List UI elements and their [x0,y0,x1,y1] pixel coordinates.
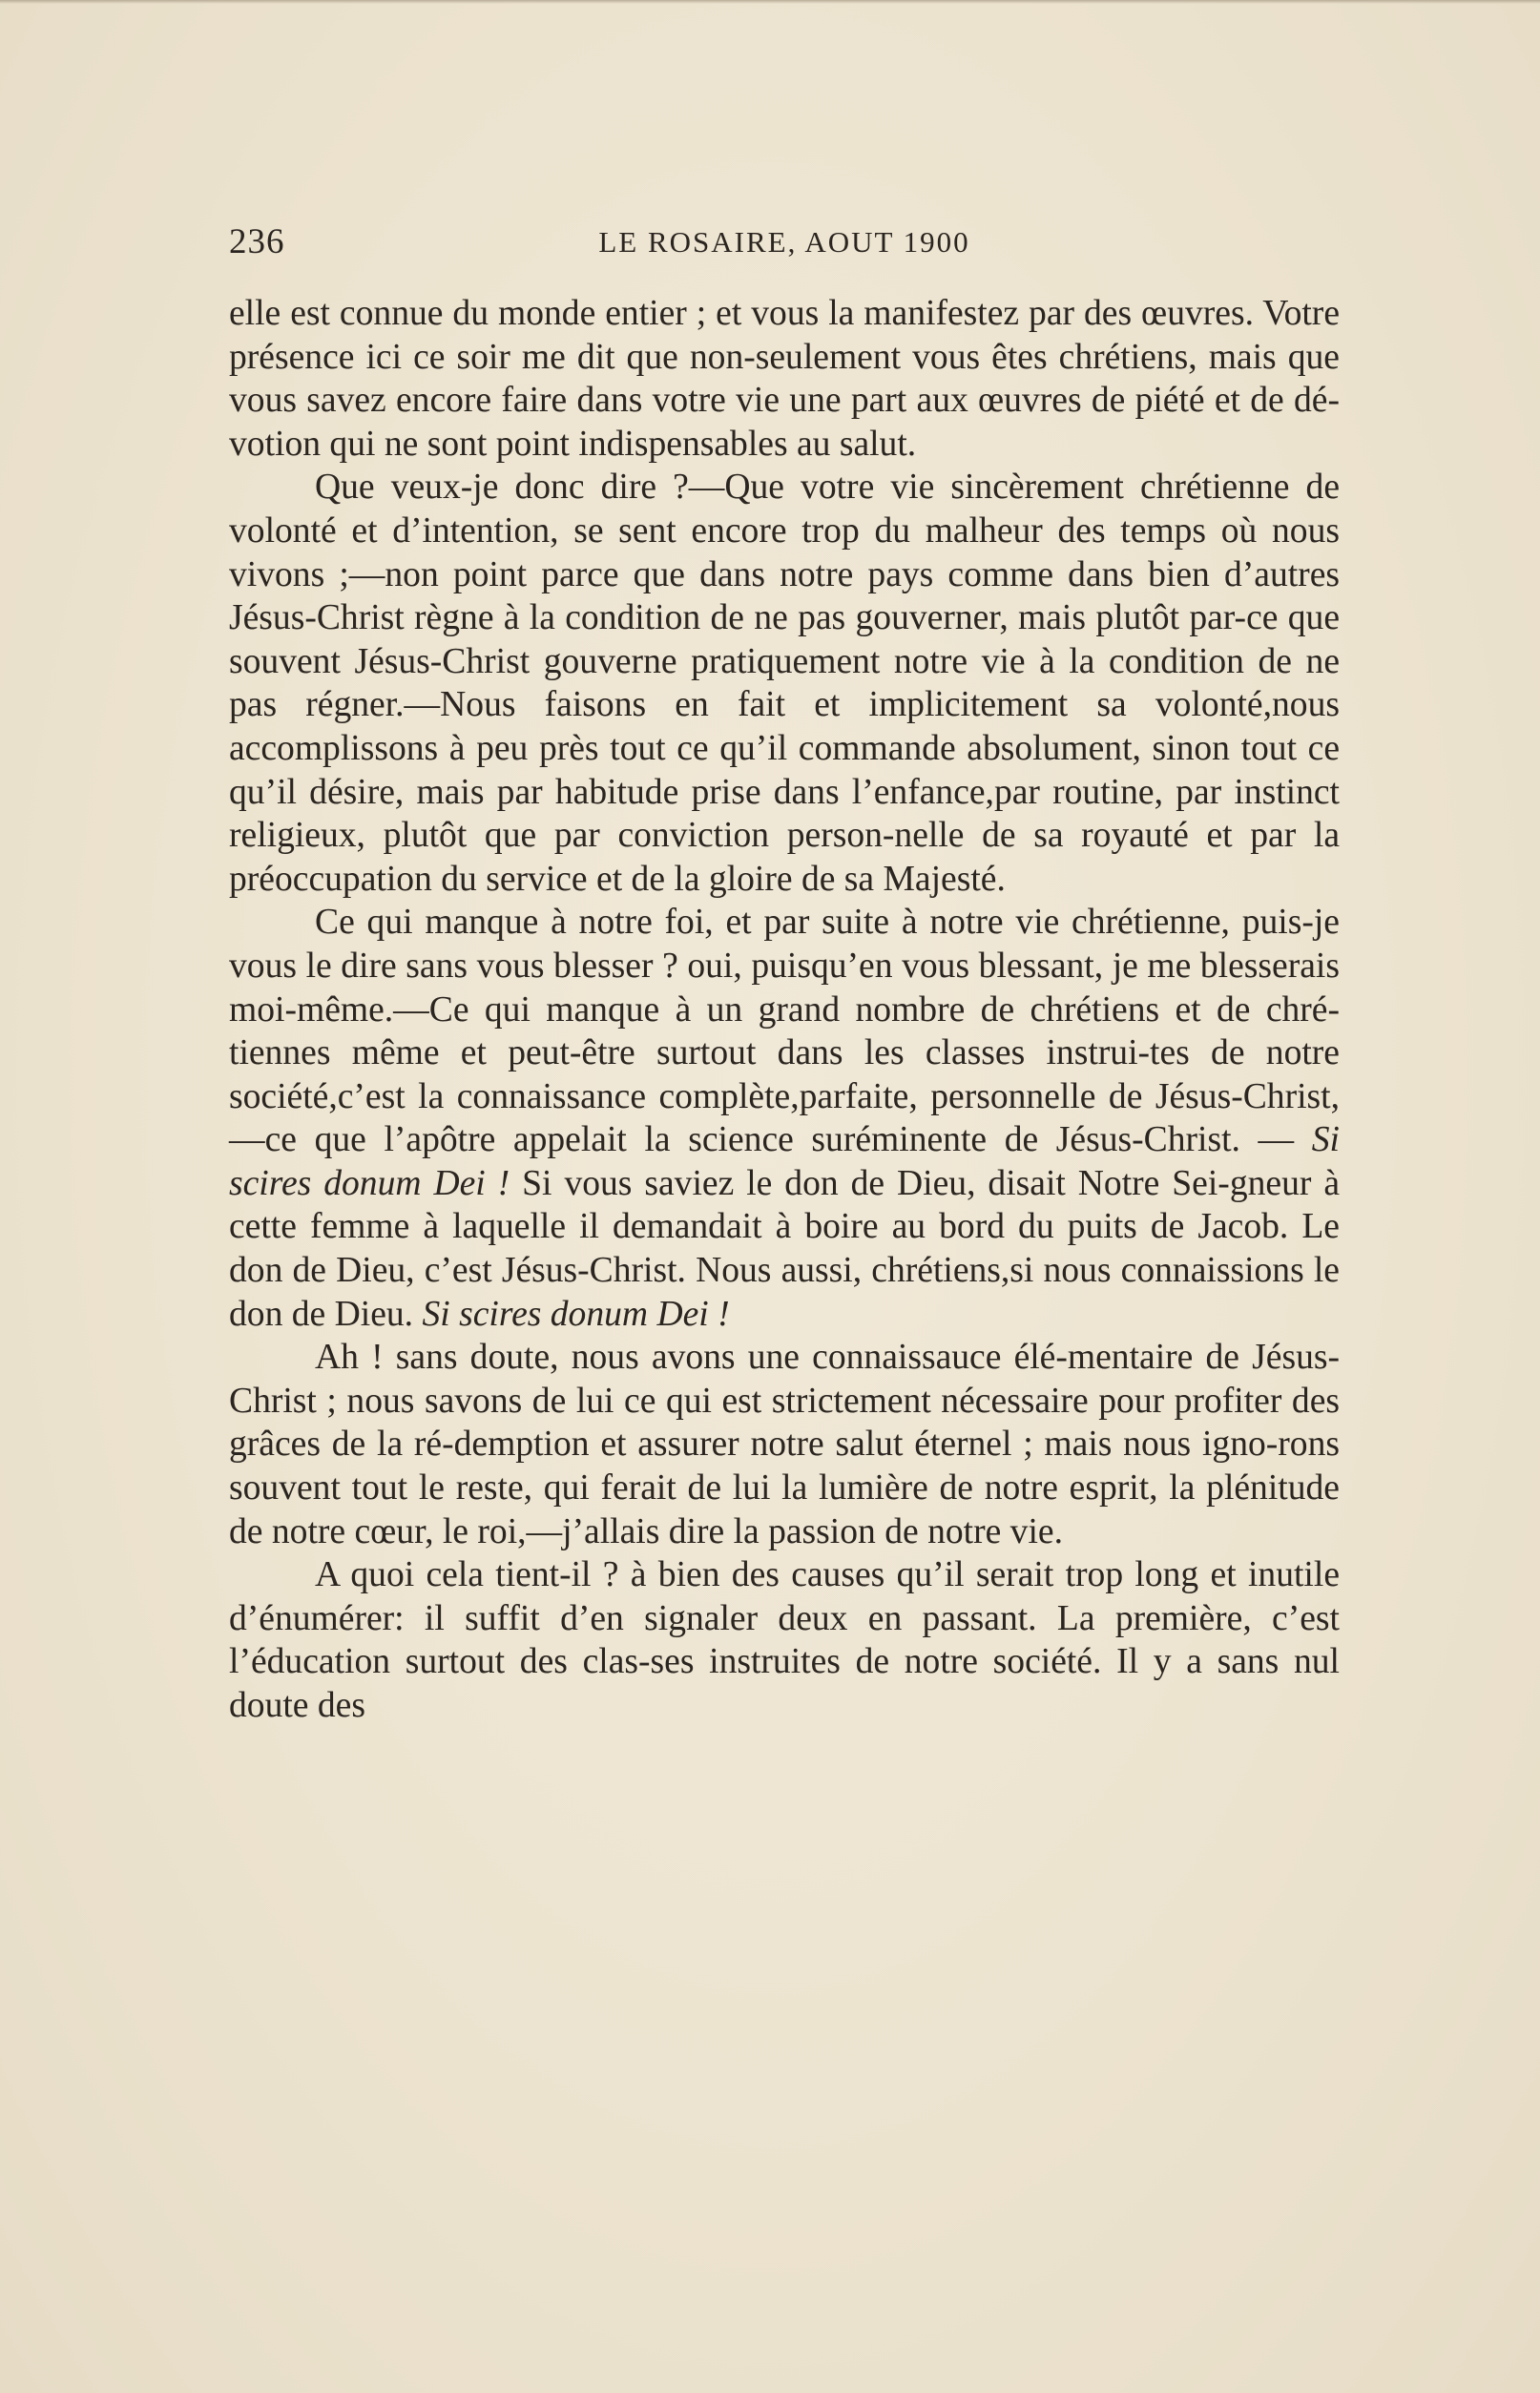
page-top-edge [0,0,1540,4]
paragraph-text: Ah ! sans doute, nous avons une connaissauce élé-mentaire de Jésus-Christ ; nous savons de lui ce qui est strictement nécessaire pour profiter des grâces de la ré-demption et assurer notre salut éternel ; mais nous igno-rons souvent tout le reste, qui ferait de lui la lumière de notre esprit, la plénitude de notre cœur, le roi,—j’allais dire la passion de notre vie. [229,1338,1340,1551]
paragraph-text: elle est connue du monde entier ; et vous la manifestez par des œuvres. Votre présence ici ce soir me dit que non-seulement vous êtes chrétiens, mais que vous savez encore faire dans votre vie une part aux œuvres de piété et de dé-votion qui ne sont point indispensables au salut. [229,294,1340,464]
running-title: LE ROSAIRE, AOUT 1900 [598,225,970,259]
paragraph [229,901,1340,1336]
paragraph-text: A quoi cela tient-il ? à bien des causes qu’il serait trop long et inutile d’énumérer: il suffit d’en signaler deux en passant. La première, c’est l’éducation surtout des clas-ses instruites de notre société. Il y a sans nul doute des [229,1555,1340,1725]
page-number: 236 [229,222,285,261]
latin-quote: Si scires donum Dei ! [229,1120,1340,1203]
paragraph-text: Que veux-je donc dire ?—Que votre vie sincèrement chrétienne de volonté et d’intention, se sent encore trop du malheur des temps où nous vivons ;—non point parce que dans notre pays comme dans bien d’autres Jésus-Christ règne à la condition de ne pas gouverner, mais plutôt par-ce que souvent Jésus-Christ gouverne pratiquement notre vie à la condition de ne pas régner.—Nous faisons en fait et implicitement sa volonté,nous accomplissons à peu près tout ce qu’il commande absolument, sinon tout ce qu’il désire, mais par habitude prise dans l’enfance,par routine, par instinct religieux, plutôt que par conviction person-nelle de sa royauté et par la préoccupation du service et de la gloire de sa Majesté. [229,468,1340,899]
paragraph-text: Ce qui manque à notre foi, et par suite à notre vie chrétienne, puis-je vous le dire sans vous blesser ? oui, puisqu’en vous blessant, je me blesserais moi-même.—Ce qui manque à un grand nombre de chrétiens et de chré-tiennes même et peut-être surtout dans les classes instrui-tes de notre société,c’est la connaissance complète,parfaite, personnelle de Jésus-Christ,—ce que l’apôtre appelait la science suréminente de Jésus-Christ. — [229,903,1340,1160]
paragraph [229,292,1340,466]
body-text [229,292,1340,1728]
paragraph-text: Si vous saviez le don de Dieu, disait Notre Sei-gneur à cette femme à laquelle il demandait à boire au bord du puits de Jacob. Le don de Dieu, c’est Jésus-Christ. Nous aussi, chrétiens,si nous connaissions le don de Dieu. [229,1163,1341,1334]
paragraph [229,1336,1340,1553]
page-header [229,221,1340,267]
paragraph [229,466,1340,901]
paragraph [229,1553,1340,1727]
latin-quote: Si scires donum Dei ! [422,1294,730,1334]
